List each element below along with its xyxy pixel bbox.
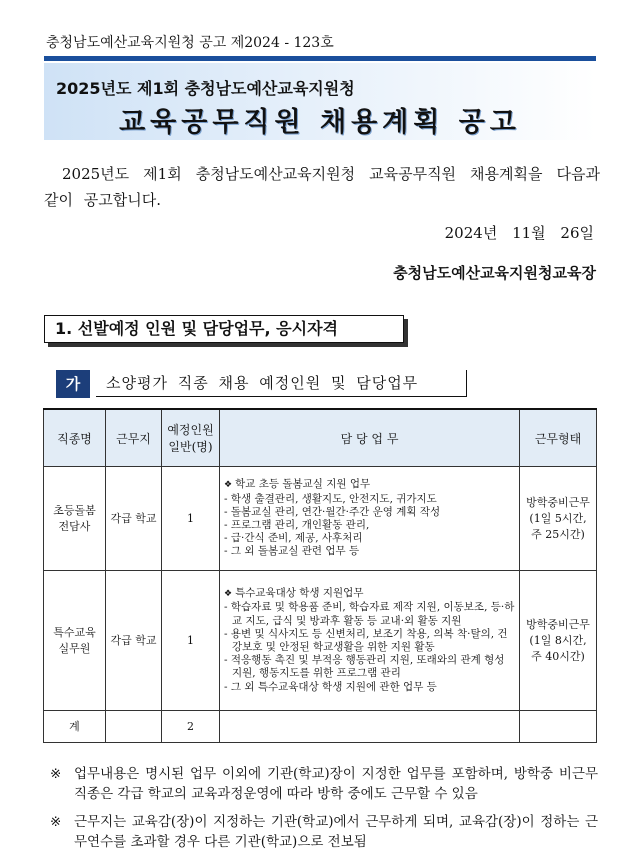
subsection-badge: 가 [56, 370, 90, 398]
note-text: 업무내용은 명시된 업무 이외에 기관(학교)장이 지정한 업무를 포함하며, 방학중 비근무 직종은 각급 학교의 교육과정운영에 따라 방학 중에도 근무할 수 있음 [74, 766, 598, 802]
row-duties [220, 571, 520, 711]
diamond-bullet-icon: ❖ [224, 480, 233, 491]
duty-item: - 돌봄교실 관리, 연간·월간·주간 운영 계획 작성 [224, 506, 516, 519]
header-job-type: 직종명 [44, 409, 106, 467]
banner-subtitle: 2025년도 제1회 충청남도예산교육지원청 [56, 79, 355, 98]
row-work-form [520, 467, 597, 571]
row-count: 1 [162, 571, 220, 711]
duty-item: - 적응행동 촉진 및 부적응 행동관리 지원, 또래와의 관계 형성 지원, 행동지도를 위한 프로그램 관리 [224, 654, 516, 680]
row-work-form [520, 571, 597, 711]
row-count: 1 [162, 467, 220, 571]
note-mark: ※ [50, 766, 62, 782]
subsection-title: 소양평가 직종 채용 예정인원 및 담당업무 [96, 370, 467, 397]
header-work-place: 근무지 [106, 409, 162, 467]
banner-top-line [44, 56, 596, 61]
total-label: 계 [44, 711, 106, 743]
work-form-line3: 주 25시간) [531, 527, 585, 541]
table-row [44, 571, 597, 711]
job-type-line2: 실무원 [58, 641, 91, 655]
note-text: 근무지는 교육감(장)이 지정하는 기관(학교)에서 근무하게 되며, 교육감(장)이 정하는 근무연수를 초과할 경우 다른 기관(학교)으로 전보됨 [74, 814, 598, 850]
header-duties: 담 당 업 무 [220, 409, 520, 467]
job-type-line1: 초등돌봄 [53, 503, 96, 517]
note-item [50, 812, 598, 852]
work-form-line3: 주 40시간) [531, 649, 585, 663]
banner-title: 교육공무직원 채용계획 공고 [119, 107, 521, 138]
note-item [50, 764, 598, 804]
total-count: 2 [162, 711, 220, 743]
total-empty-cell [106, 711, 162, 743]
notice-number: 충청남도예산교육지원청 공고 제2024 - 123호 [46, 35, 334, 51]
job-type-line1: 특수교육 [53, 625, 96, 639]
duty-item: - 프로그램 관리, 개인활동 관리, [224, 519, 516, 532]
table-header-row [44, 409, 597, 467]
duty-item: - 용변 및 식사지도 등 신변처리, 보조기 착용, 의복 착·탈의, 건강보호 및 안정된 학교생활을 위한 지원 활동 [224, 628, 516, 654]
row-work-place: 각급 학교 [106, 467, 162, 571]
table-total-row [44, 711, 597, 743]
header-count-line1: 예정인원 [167, 423, 214, 437]
header-work-form: 근무형태 [520, 409, 597, 467]
work-form-line2: (1일 8시간, [529, 633, 587, 647]
note-mark: ※ [50, 814, 62, 830]
total-empty-cell [520, 711, 597, 743]
header-planned-count [162, 409, 220, 467]
duty-item: - 그 외 특수교육대상 학생 지원에 관한 업무 등 [224, 681, 516, 694]
duty-item: - 급·간식 준비, 제공, 사후처리 [224, 532, 516, 545]
duty-item: - 학생 출결관리, 생활지도, 안전지도, 귀가지도 [224, 493, 516, 506]
work-form-line1: 방학중비근무 [526, 617, 590, 631]
signer: 충청남도예산교육지원청교육장 [393, 264, 596, 282]
table-row [44, 467, 597, 571]
row-job-type [44, 571, 106, 711]
section-1-heading: 1. 선발예정 인원 및 담당업무, 응시자격 [44, 315, 404, 343]
recruitment-table [43, 408, 597, 743]
title-banner [44, 56, 596, 140]
duty-heading: ❖ 특수교육대상 학생 지원업무 [224, 587, 364, 600]
banner-box [44, 63, 596, 140]
row-job-type [44, 467, 106, 571]
duty-item: - 그 외 돌봄교실 관련 업무 등 [224, 545, 516, 558]
subsection-a-heading [56, 370, 456, 398]
work-form-line1: 방학중비근무 [526, 495, 590, 509]
row-work-place: 각급 학교 [106, 571, 162, 711]
notice-date: 2024년 11월 26일 [444, 224, 594, 242]
work-form-line2: (1일 5시간, [529, 511, 587, 525]
duty-item: - 학습자료 및 학용품 준비, 학습자료 제작 지원, 이동보조, 등·하교 지도, 급식 및 방과후 활동 등 교내·외 활동 지원 [224, 601, 516, 627]
total-empty-cell [220, 711, 520, 743]
header-count-line2: 일반(명) [168, 440, 213, 454]
intro-paragraph: 2025년도 제1회 충청남도예산교육지원청 교육공무직원 채용계획을 다음과 같이 공고합니다. [44, 165, 600, 209]
notes [50, 764, 598, 860]
job-type-line2: 전담사 [58, 519, 91, 533]
row-duties [220, 467, 520, 571]
duty-heading: ❖ 학교 초등 돌봄교실 지원 업무 [224, 478, 371, 491]
diamond-bullet-icon: ❖ [224, 589, 233, 600]
